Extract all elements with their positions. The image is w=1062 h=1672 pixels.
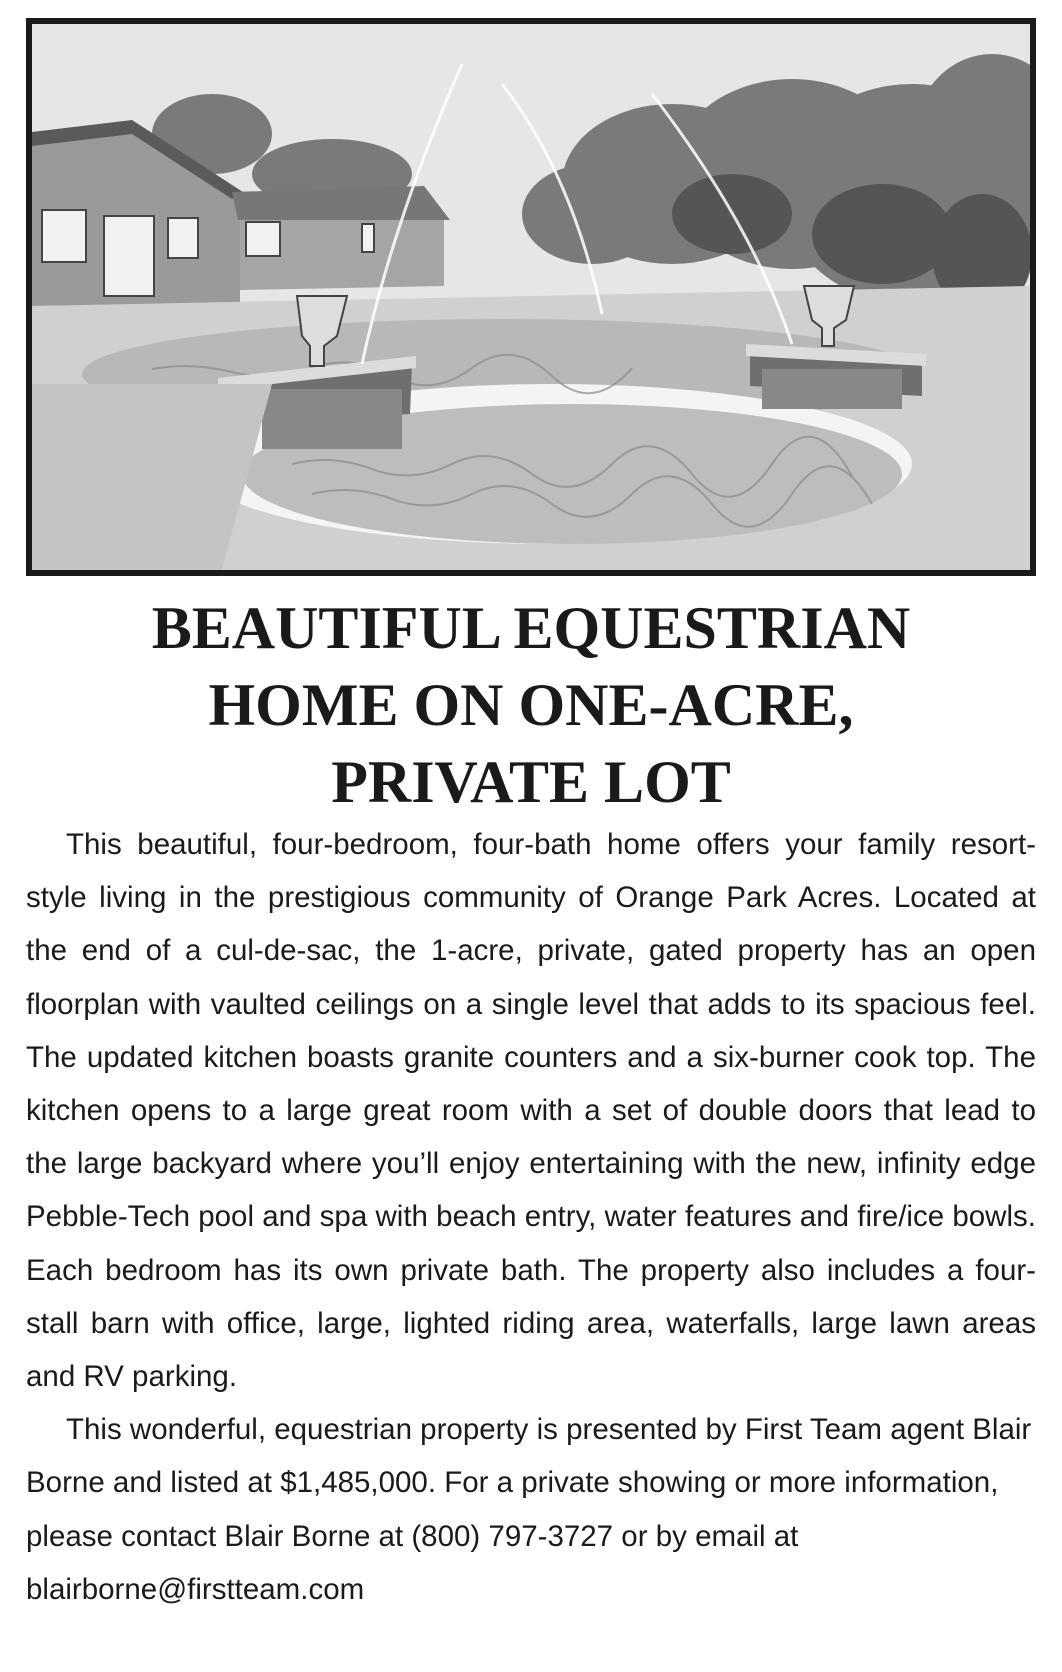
house-with-pool-photo: [32, 24, 1030, 570]
headline-line-1: BEAUTIFUL EQUESTRIAN: [151, 595, 911, 661]
paragraph-description: This beautiful, four-bedroom, four-bath home offers your family resort-style living in the prestigious community of Orange Park Acres. Located at the end of a cul-de-sac, the 1-acre, private, gated property has an open floorplan with vaulted ceilings on a single level that adds to its spacious feel. The updated kitchen boasts granite counters and a six-burner cook top. The kitchen opens to a large great room with a set of double doors that lead to the large backyard where you’ll enjoy entertaining with the new, infinity edge Pebble-Tech pool and spa with beach entry, water features and fire/ice bowls. Each bedroom has its own private bath. The property also includes a four-stall barn with office, large, lighted riding area, waterfalls, large lawn areas and RV parking.: [26, 828, 1036, 1394]
headline-line-2: HOME ON ONE-ACRE,: [208, 672, 854, 738]
headline-line-3: PRIVATE LOT: [331, 749, 731, 815]
article-body: [26, 818, 1036, 1616]
listing-photo: [26, 18, 1036, 576]
paragraph-contact: This wonderful, equestrian property is presented by First Team agent Blair Borne and listed at $1,485,000. For a private showing or more information, please contact Blair Borne at (800) 797-3727 or by email at blairborne@firstteam.com: [26, 1413, 1032, 1606]
headline: [40, 590, 1022, 821]
